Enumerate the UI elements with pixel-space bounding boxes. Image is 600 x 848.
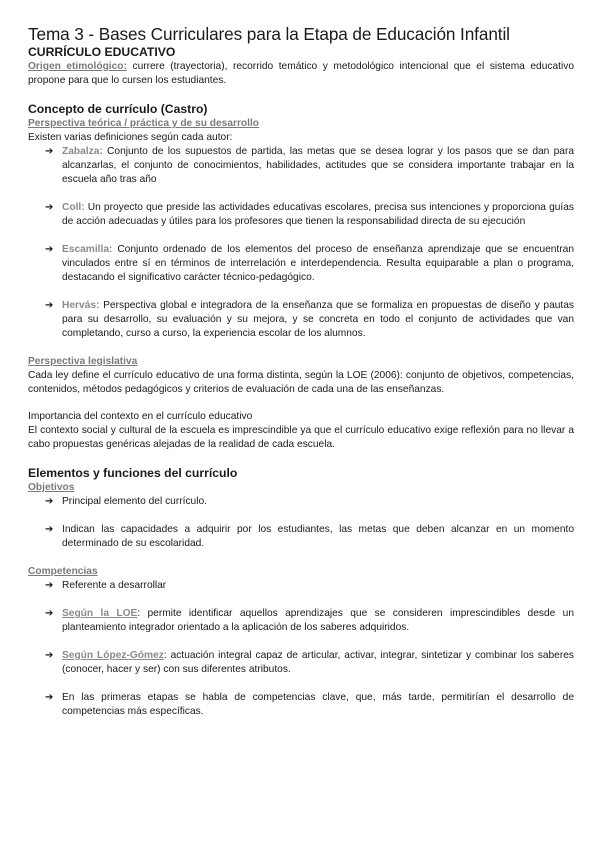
document-page bbox=[28, 24, 574, 719]
competency-item bbox=[28, 649, 574, 677]
competency-item bbox=[28, 607, 574, 635]
author-definition: Perspectiva global e integradora de la enseñanza que se formaliza en propuestas de diseño y pautas para su desarrollo, su evaluación y su mejora, y se concreta en todo el conjunto de actividades que van completando, curso a curso, la experiencia escolar de los alumnos. bbox=[62, 300, 574, 339]
author-item bbox=[28, 299, 574, 341]
author-name: Zabalza: bbox=[62, 146, 103, 157]
theory-subtitle: Perspectiva teórica / práctica y de su desarrollo bbox=[28, 118, 260, 129]
origin-paragraph bbox=[28, 60, 574, 88]
arrow-icon: ➔ bbox=[45, 202, 54, 213]
objectives-subtitle: Objetivos bbox=[28, 482, 75, 493]
author-definition: Conjunto ordenado de los elementos del proceso de enseñanza aprendizaje que se encuentran vinculados entre sí en términos de interrelación e interdependencia. Resulta equiparable a plan o programa, destacando el significativo carácter técnico-pedagógico. bbox=[62, 244, 574, 283]
arrow-icon: ➔ bbox=[45, 496, 54, 507]
competency-item bbox=[28, 691, 574, 719]
section-heading: CURRÍCULO EDUCATIVO bbox=[28, 45, 176, 59]
author-item bbox=[28, 145, 574, 187]
objective-text: Principal elemento del currículo. bbox=[62, 496, 207, 507]
arrow-icon: ➔ bbox=[45, 608, 54, 619]
author-name: Escamilla: bbox=[62, 244, 113, 255]
origin-label: Origen etimológico: bbox=[28, 61, 127, 72]
competency-text: En las primeras etapas se habla de competencias clave, que, más tarde, permitirían el desarrollo de competencias más específicas. bbox=[62, 692, 574, 717]
lopez-gomez-label: Según López-Gómez bbox=[62, 650, 164, 661]
elements-title: Elementos y funciones del currículo bbox=[28, 466, 238, 480]
competency-text: Referente a desarrollar bbox=[62, 580, 167, 591]
loe-label: Según la LOE bbox=[62, 608, 138, 619]
legislative-text: Cada ley define el currículo educativo de una forma distinta, según la LOE (2006): conjunto de objetivos, competencias, contenidos, métodos pedagógicos y criterios de evaluación de cada una de las enseñanzas. bbox=[28, 370, 574, 395]
competency-item bbox=[28, 579, 574, 593]
origin-text: currere (trayectoria), recorrido temático y metodológico intencional que el sistema educativo propone para que lo cursen los estudiantes. bbox=[28, 61, 574, 86]
author-definition: Conjunto de los supuestos de partida, las metas que se desea lograr y los pasos que se dan para alcanzarlas, el conjunto de conocimientos, habilidades, actitudes que se considera importante trabajar en la escuela año tras año bbox=[62, 146, 574, 185]
arrow-icon: ➔ bbox=[45, 300, 54, 311]
arrow-icon: ➔ bbox=[45, 244, 54, 255]
objective-item bbox=[28, 495, 574, 509]
competencies-subtitle: Competencias bbox=[28, 566, 98, 577]
document-title: Tema 3 - Bases Curriculares para la Etapa de Educación Infantil bbox=[28, 24, 510, 44]
author-name: Coll: bbox=[62, 202, 85, 213]
author-item bbox=[28, 201, 574, 229]
context-text: El contexto social y cultural de la escuela es imprescindible ya que el currículo educativo exige reflexión para no llevar a cabo propuestas genéricas alejadas de la realidad de cada escuela. bbox=[28, 425, 574, 450]
objective-text: Indican las capacidades a adquirir por los estudiantes, las metas que deben alcanzar en un momento determinado de su escolaridad. bbox=[62, 524, 574, 549]
concept-intro: Existen varias definiciones según cada autor: bbox=[28, 132, 233, 143]
arrow-icon: ➔ bbox=[45, 146, 54, 157]
legislative-subtitle: Perspectiva legislativa bbox=[28, 356, 138, 367]
author-name: Hervás: bbox=[62, 300, 100, 311]
context-title: Importancia del contexto en el currículo educativo bbox=[28, 411, 253, 422]
arrow-icon: ➔ bbox=[45, 650, 54, 661]
author-item bbox=[28, 243, 574, 285]
author-definition: Un proyecto que preside las actividades educativas escolares, precisa sus intenciones y proporciona guías de acción adecuadas y útiles para los profesores que tienen la responsabilidad directa de su ejecución bbox=[62, 202, 574, 227]
concept-title: Concepto de currículo (Castro) bbox=[28, 102, 208, 116]
lopez-gomez-text: : actuación integral capaz de articular, activar, integrar, sintetizar y combinar los saberes (conocer, hacer y ser) con sus diferentes atributos. bbox=[62, 650, 574, 675]
objective-item bbox=[28, 523, 574, 551]
arrow-icon: ➔ bbox=[45, 580, 54, 591]
arrow-icon: ➔ bbox=[45, 524, 54, 535]
arrow-icon: ➔ bbox=[45, 692, 54, 703]
loe-text: : permite identificar aquellos aprendizajes que se consideren imprescindibles desde un planteamiento integrador orientado a la aplicación de los saberes adquiridos. bbox=[62, 608, 574, 633]
